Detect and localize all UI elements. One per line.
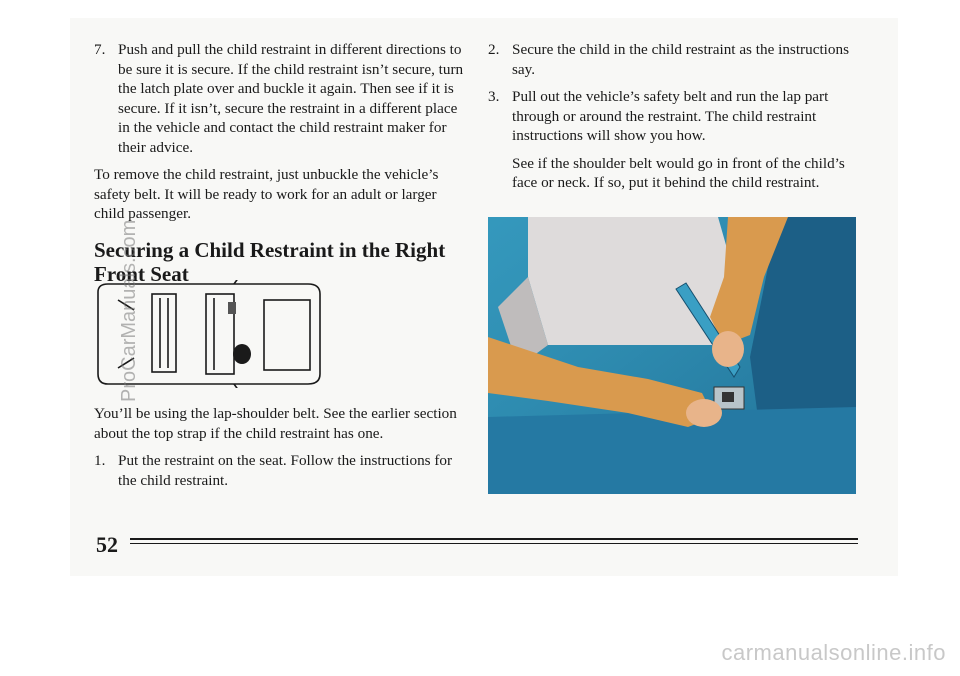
step-text: Put the restraint on the seat. Follow the instructions for the child restraint. xyxy=(118,452,453,489)
page-number: 52 xyxy=(96,532,118,557)
shoulder-belt-paragraph: See if the shoulder belt would go in front of the child’s face or neck. If so, put it behind the child restraint. xyxy=(512,154,845,191)
step-7 xyxy=(94,40,464,157)
side-watermark xyxy=(88,219,140,402)
step-number: 3. xyxy=(488,88,500,105)
step-2 xyxy=(488,40,864,79)
right-column xyxy=(488,40,864,201)
footer-rule xyxy=(130,538,858,544)
remove-restraint-paragraph: To remove the child restraint, just unbuckle the vehicle’s safety belt. It will be ready to work for an adult or larger child passenger. xyxy=(94,166,439,222)
step-3 xyxy=(488,87,864,146)
hand xyxy=(712,331,744,367)
step-number: 1. xyxy=(94,452,106,469)
step-text: Pull out the vehicle’s safety belt and run the lap part through or around the restraint. The child restraint instructions will show you how. xyxy=(512,88,829,144)
step-number: 2. xyxy=(488,41,500,58)
step-1 xyxy=(94,451,464,490)
step-number: 7. xyxy=(94,41,106,58)
step-text: Push and pull the child restraint in different directions to be sure it is secure. If the child restraint isn’t secure, turn the latch plate over and buckle it again. Then see if it is secure. If it isn’t, secure the restraint in a different place in the vehicle and contact the child restraint maker for their advice. xyxy=(118,41,464,156)
lap-shoulder-paragraph: You’ll be using the lap-shoulder belt. See the earlier section about the top strap if the child restraint has one. xyxy=(94,405,457,442)
child-restraint-photo xyxy=(488,217,856,494)
watermark-text: ProCarManuals.com xyxy=(118,219,140,402)
footer-watermark: carmanualsonline.info xyxy=(721,640,946,665)
left-column xyxy=(94,40,464,286)
lower-left-text xyxy=(94,404,464,498)
section-heading: Securing a Child Restraint in the Right Front Seat xyxy=(94,237,446,286)
rear-seat xyxy=(152,294,176,372)
child-seat-marker xyxy=(233,344,251,364)
step-text: Secure the child in the child restraint as the instructions say. xyxy=(512,41,849,78)
